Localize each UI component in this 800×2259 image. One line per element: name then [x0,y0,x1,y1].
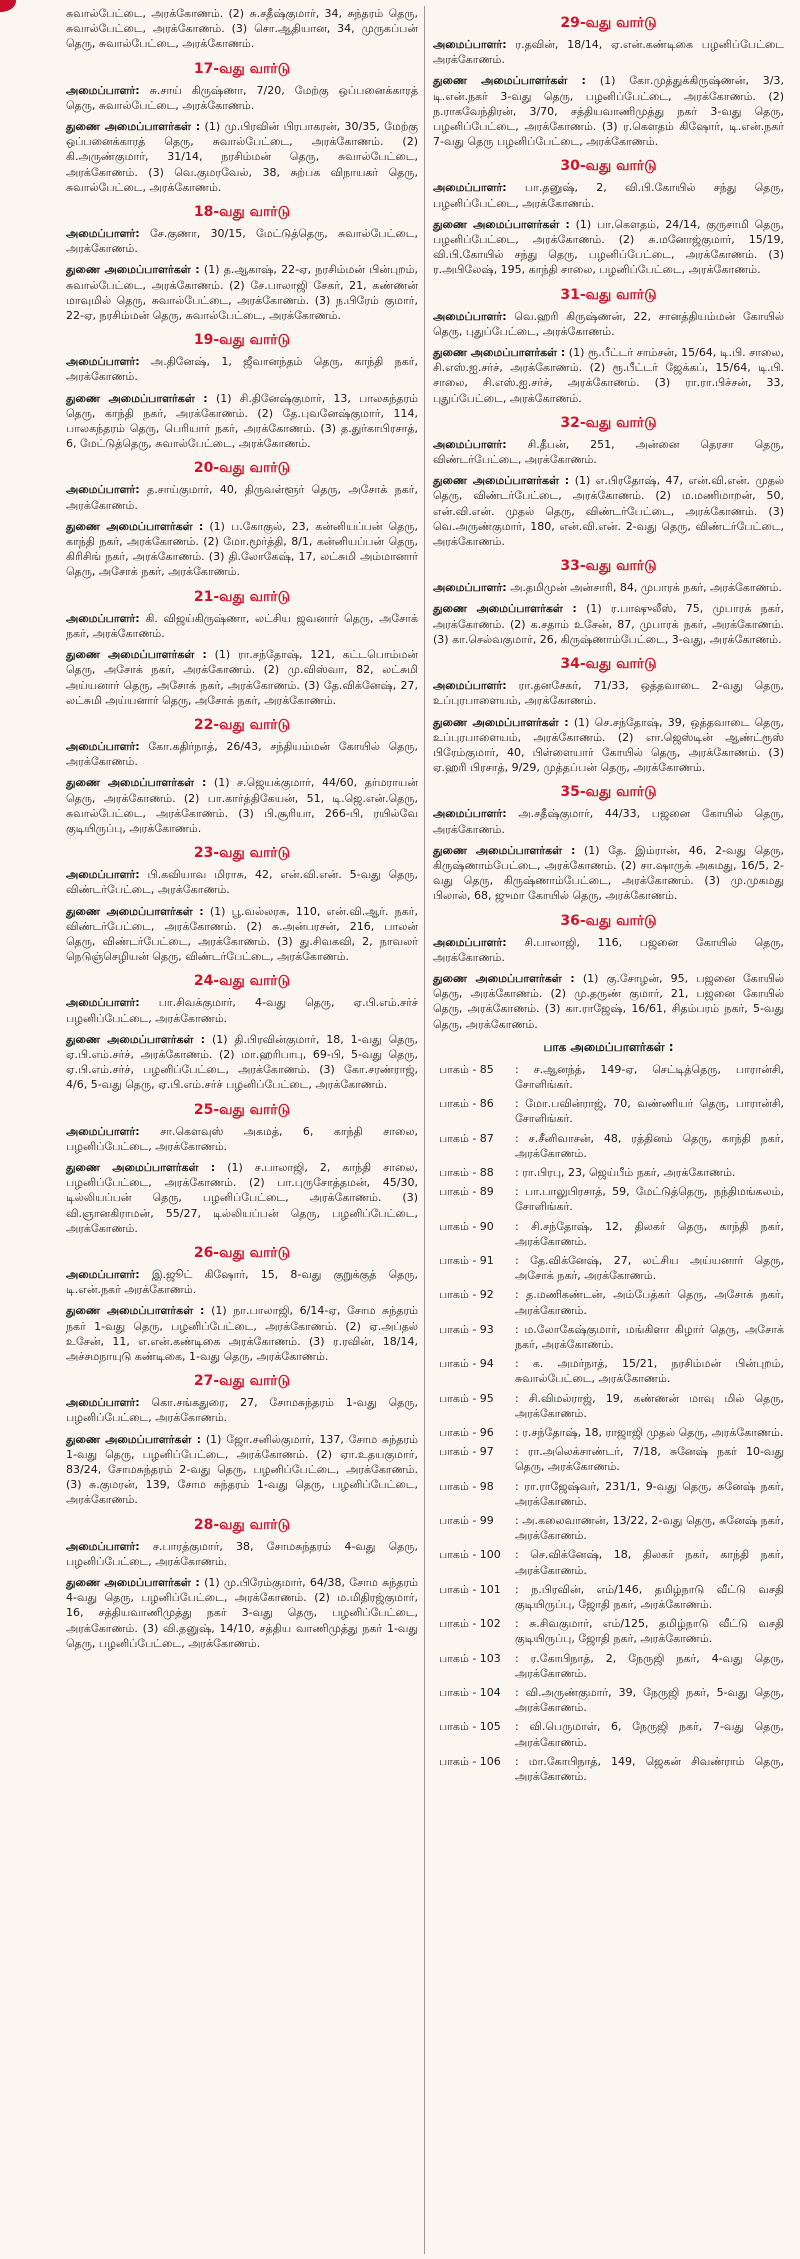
deputies-label: துணை அமைப்பாளர்கள் : [66,391,208,405]
ward-title: 31-வது வார்டு [560,286,657,303]
intro-continuation: சுவால்பேட்டை, அரக்கோணம். (2) சு.சதீஷ்குமார், 34, சுந்தரம் தெரு, சுவால்பேட்டை, அரக்கோணம். (3) சொ.ஆதியான, 34, முருகப்பன் தெரு, சுவால்பேட்டை, அரக்கோணம். [66,7,418,51]
booth-detail: : ரா.பிரபு, 23, ஜெய்பீம் நகர், அரக்கோணம். [515,1165,736,1179]
booth-number: பாகம் - 85 [439,1062,494,1076]
booth-detail: : சு.சிவகுமார், எம்/125, தமிழ்நாடு வீட்டு வசதி குடியிருப்பு, ஜோதி நகர், அரக்கோணம். [515,1617,784,1646]
booth-number: பாகம் - 105 [439,1720,501,1734]
booth-number: பாகம் - 106 [439,1754,501,1768]
organizer-label: அமைப்பாளர்: [66,227,140,241]
booth-row [433,1651,784,1681]
booth-number: பாகம் - 102 [439,1617,501,1631]
booth-list [433,1062,784,1785]
deputies-label: துணை அமைப்பாளர்கள் : [433,843,576,857]
organizer-text: சி.பாலாஜி, 116, பஜனை கோயில் தெரு, அரக்கோணம். [433,935,784,964]
ward-title: 25-வது வார்டு [193,1101,291,1118]
organizer-label: அமைப்பாளர்: [66,483,140,497]
ward-title: 29-வது வார்டு [560,15,657,31]
organizer-entry [66,611,418,641]
ward-section [66,459,418,579]
ward-title: 33-வது வார்டு [560,558,657,575]
deputies-label: துணை அமைப்பாளர்கள் : [433,971,575,985]
deputies-entry [433,601,784,647]
organizer-text: சா.கௌவுஸ் அகமத், 6, காந்தி சாலை, பழனிப்பேட்டை, அரக்கோணம். [66,1124,418,1153]
booth-detail: : ர.சந்தோஷ், 18, ராஜாஜி முதல் தெரு, அரக்கோணம். [515,1426,784,1440]
deputies-entry [66,1303,418,1364]
right-column [425,6,790,2254]
ward-section [433,783,784,903]
organizer-label: அமைப்பாளர்: [66,1124,140,1138]
booth-number: பாகம் - 93 [439,1322,494,1336]
organizer-label: அமைப்பாளர்: [66,1539,140,1553]
deputies-text: (1) த.ஆகாஷ், 22-ஏ, நரசிம்மன் பின்புறம், சுவால்பேட்டை, அரக்கோணம். (2) சே.பாலாஜி சேகர், 21, கண்ணன் மாவுமில் தெரு, சுவால்பேட்டை, அரக்கோணம். (3) ந.பிரேம் குமார், 22-ஏ, நரசிம்மன் தெரு, சுவால்பேட்டை, அரக்கோணம். [66,263,418,323]
deputies-text: (1) ஜோ.சனில்குமார், 137, சோம சுந்தரம் 1-வது தெரு, பழனிப்பேட்டை, அரக்கோணம். (2) ஏா.உதயகுமார், 83/24, சோமசுந்தரம் 2-வது தெரு, பழனிப்பேட்டை, அரக்கோணம். (3) சு.குமரன், 139, சோம சுந்தரம் 1-வது தெரு, பழனிப்பேட்டை, அரக்கோணம். [66,1432,418,1507]
organizer-text: சு.சாய் கிருஷ்ணா, 7/20, மேற்கு ஒப்பனைக்காரத் தெரு, சுவால்பேட்டை, அரக்கோணம். [66,83,418,112]
booth-detail: : செ.விக்னேஷ், 18, திலகர் நகர், காந்தி நகர், அரக்கோணம். [515,1548,784,1577]
booth-detail: : ந.பிரவின், எம்/146, தமிழ்நாடு வீட்டு வசதி குடியிருப்பு, ஜோதி நகர், அரக்கோணம். [515,1582,784,1612]
organizer-text: ரா.தனசேகர், 71/33, ஒத்தவாடை 2-வது தெரு, உப்புரபாளையம், அரக்கோணம். [433,679,784,708]
organizer-entry [433,678,784,708]
deputies-text: (1) ரூ.பீட்டர் சாம்சன், 15/64, டி.பி. சாலை, சி.எஸ்.ஐ.சர்ச், அரக்கோணம். (2) ரூ.பீட்டர் ஜேக்கப், 15/64, டி.பி. சாலை, சி.எஸ்.ஐ.சர்ச், அரக்கோணம். (3) ரா.ரா.பிச்சன், 33, புதுப்பேட்டை, அரக்கோணம். [433,346,784,405]
organizer-entry [66,354,418,384]
booth-row [433,1513,784,1543]
deputies-label: துணை அமைப்பாளர்கள் : [66,263,200,277]
ward-title: 20-வது வார்டு [193,460,291,477]
organizer-label: அமைப்பாளர்: [66,739,140,753]
article-columns [60,6,796,2254]
booth-number: பாகம் - 87 [439,1131,494,1145]
booth-number: பாகம் - 92 [439,1288,494,1302]
booth-detail: : தே.விக்னேஷ், 27, லட்சிய அய்யனார் தெரு, அசோக் நகர், அரக்கோணம். [515,1253,784,1283]
deputies-text: (1) செ.சந்தோஷ், 39, ஒத்தவாடை தெரு, உப்புரபாளையம், அரக்கோணம். (2) எா.ஜெஸ்டின் ஆண்ட்ரூஸ் பிரேம்குமார், 40, பிள்ளையார் கோயில் தெரு, அரக்கோணம். (3) ஏ.ஹரி பிரசாத், 9/29, முத்தப்பன் தெரு, அரக்கோணம். [433,715,785,775]
booth-number: பாகம் - 89 [439,1185,494,1199]
booth-row [433,1616,784,1646]
booth-number: பாகம் - 98 [439,1479,494,1493]
deputies-entry [433,217,784,278]
booth-row [433,1547,784,1577]
organizer-text: சி.தீபன், 251, அன்னை தெரசா தெரு, விண்டர்பேட்டை, அரக்கோணம். [433,437,784,467]
organizer-entry [433,580,784,595]
masthead-mark [0,0,16,12]
organizer-entry [66,1395,418,1425]
organizer-entry [66,482,418,512]
booth-number: பாகம் - 88 [439,1165,494,1179]
booth-detail: : அ.கலைவாணன், 13/22, 2-வது தெரு, சுனேஷ் நகர், அரக்கோணம். [515,1514,784,1543]
ward-section [66,716,418,836]
booth-row [433,1322,784,1352]
booth-number: பாகம் - 90 [439,1219,494,1233]
organizer-label: அமைப்பாளர்: [433,181,507,195]
deputies-text: (1) தே. இம்ரான், 46, 2-வது தெரு, கிருஷ்ணாம்பேட்டை, அரக்கோணம். (2) சா.ஷாருக் அகமது, 16/5, 2-வது தெரு, கிருஷ்ணாம்பேட்டை, அரக்கோணம். (3) மு.முகமது பிலால், 68, ஜுமா கோயில் தெரு, அரக்கோணம். [433,843,784,903]
organizer-entry [433,37,784,67]
ward-title: 26-வது வார்டு [193,1244,291,1261]
booth-row [433,1356,784,1386]
deputies-label: துணை அமைப்பாளர்கள் : [66,648,207,662]
ward-section [433,157,784,277]
booth-detail: : த.மணிகண்டன், அம்பேத்கர் தெரு, அசோக் நகர், அரக்கோணம். [515,1288,784,1317]
deputies-text: (1) மு.பிரேம்குமார், 64/38, சோம சுந்தரம் 4-வது தெரு, பழனிப்பேட்டை, அரக்கோணம். (2) ம.மிதிரஜ்குமார், 16, சத்தியவாணிமுத்து நகர் 3-வது தெரு, பழனிப்பேட்டை, அரக்கோணம். (3) வி.தனுஷ், 14/10, சத்திய வாணிமுத்து நகர் 1-வது தெரு, பழனிப்பேட்டை, அரக்கோணம். [66,1576,419,1650]
organizer-label: அமைப்பாளர்: [66,996,140,1010]
deputies-text: (1) சி.தினேஷ்குமார், 13, பாலகந்தரம் தெரு, காந்தி நகர், அரக்கோணம். (2) தே.புவனேஷ்குமார், 114, பாலகந்தரம் தெரு, பெரியார் நகர், அரக்கோணம். (3) த.துர்காபிரசாத், 6, மேட்டுத்தெரு, சுவால்பேட்டை, அரக்கோணம். [66,391,419,451]
organizer-entry [66,226,418,256]
ward-title: 21-வது வார்டு [193,588,291,605]
booth-number: பாகம் - 97 [439,1445,494,1459]
booth-number: பாகம் - 86 [439,1097,494,1111]
deputies-entry [66,1432,418,1508]
deputies-label: துணை அமைப்பாளர்கள் : [66,904,204,918]
booth-number: பாகம் - 103 [439,1651,501,1665]
deputies-text: (1) மு.பிரவின் பிரபாகரன், 30/35, மேற்கு ஒப்பனைக்காரத் தெரு, சுவால்பேட்டை, அரக்கோணம். (2) கி.அருண்குமார், 31/14, நரசிம்மன் தெரு, சுவால்பேட்டை, அரக்கோணம். (3) வெ.குமரவேல், 38, சுற்பக விநாயகர் தெரு, சுவால்பேட்டை, அரக்கோணம். [66,120,419,194]
deputies-label: துணை அமைப்பாளர்கள் : [66,519,204,533]
booth-number: பாகம் - 100 [439,1548,501,1562]
organizer-label: அமைப்பாளர்: [66,868,140,882]
organizer-text: பா.தனுஷ், 2, வி.பி.கோயில் சந்து தெரு, பழனிப்பேட்டை, அரக்கோணம். [433,181,784,210]
deputies-text: (1) கோ.முத்துக்கிருஷ்ணன், 3/3, டி.என்.நகர் 3-வது தெரு, பழனிப்பேட்டை, அரக்கோணம். (2) ந.ராகவேந்திரன், 3/70, சத்தியவாணிமுத்து நகர் 3-வது தெரு, பழனிப்பேட்டை, அரக்கோணம். (3) ர.கௌதம் கிஷோர், டி.என்.நகர் 7-வது தெரு பழனிப்பேட்டை, அரக்கோணம். [433,74,785,149]
booth-detail: : பா.பாலுபிரசாத், 59, மேட்டுத்தெரு, நந்திமங்கலம், சோளிங்கர். [515,1185,784,1214]
organizer-entry [66,739,418,769]
deputies-label: துணை அமைப்பாளர்கள் : [66,1576,200,1590]
ward-section [66,1244,418,1364]
booth-row [433,1582,784,1612]
booth-row [433,1287,784,1317]
ward-title: 19-வது வார்டு [193,332,291,349]
booth-row [433,1096,784,1126]
organizer-label: அமைப்பாளர்: [433,679,507,693]
booth-number: பாகம் - 104 [439,1686,501,1700]
organizer-entry [433,180,784,210]
organizer-entry [66,995,418,1025]
booth-number: பாகம் - 95 [439,1391,494,1405]
booth-detail: : மோ.பவின்ராஜ், 70, வண்ணியர் தெரு, பாரான்சி, சோளிங்கர். [515,1097,784,1126]
organizer-entry [66,1267,418,1297]
booth-row [433,1165,784,1180]
organizer-label: அமைப்பாளர்: [433,437,507,451]
deputies-entry [66,519,418,580]
booth-detail: : வி.பெருமாள், 6, நேருஜி நகர், 7-வது தெரு, அரக்கோணம். [515,1720,784,1749]
organizer-label: அமைப்பாளர்: [433,581,507,595]
deputies-label: துணை அமைப்பாளர்கள் : [66,776,207,790]
ward-section [66,1516,418,1651]
organizer-entry [433,437,784,467]
deputies-entry [66,775,418,836]
booth-detail: : ச.ஆனந்த், 149-ஏ, செட்டித்தெரு, பாரான்சி, சோளிங்கர். [515,1062,784,1091]
ward-section [433,655,784,775]
deputies-entry [433,843,784,904]
deputies-entry [433,73,784,149]
deputies-label: துணை அமைப்பாளர்கள் : [433,602,577,616]
organizer-text: சே.குணா, 30/15, மேட்டுத்தெரு, சுவால்பேட்டை, அரக்கோணம். [66,227,419,256]
deputies-text: (1) ப.கோகுல், 23, கன்னியப்பன் தெரு, காந்தி நகர், அரக்கோணம். (2) மோ.மூர்த்தி, 8/1, கன்னியப்பன் தெரு, கிரிசிங் நகர், அரக்கோணம். (3) தி.லோகேஷ், 17, லட்சுமி அம்மானார் தெரு, அசோக் நகர், அரக்கோணம். [66,519,418,579]
booth-detail: : ம.லோகேஷ்குமார், மங்கிளா கிழார் தெரு, அசோக் நகர், அரக்கோணம். [515,1322,784,1351]
organizer-entry [433,309,784,339]
deputies-label: துணை அமைப்பாளர்கள் : [433,346,566,360]
organizer-text: அ.தமிமுன் அன்சாரி, 84, முபாரக் நகர், அரக்கோணம். [510,581,782,595]
ward-section [433,286,784,406]
ward-section [66,203,418,323]
ward-section [66,1101,418,1236]
booth-row [433,1391,784,1421]
left-column [60,6,425,2254]
ward-section [433,414,784,549]
deputies-label: துணை அமைப்பாளர்கள் : [66,1160,216,1174]
deputies-text: (1) எ.பிரதோஷ், 47, என்.வி.என். முதல் தெரு, விண்டர்பேட்டை, அரக்கோணம். (2) ம.மணிமாறன், 50, என்.வி.என். முதல் தெரு, விண்டர்பேட்டை, அரக்கோணம். (3) வெ.அருண்குமார், 180, என்.வி.என். 2-வது தெரு, விண்டர்பேட்டை, அரக்கோணம். [433,474,784,549]
deputies-entry [433,971,784,1032]
organizer-text: இ.ஜூட் கிஷோர், 15, 8-வது குறுக்குத் தெரு, டி.என்.நகர் அரக்கோணம். [66,1267,418,1297]
booth-detail: : சி.விமல்ராஜ், 19, கண்ணன் மாவு மில் தெரு, அரக்கோணம். [515,1391,784,1420]
booth-row [433,1184,784,1214]
booth-row [433,1479,784,1509]
booth-detail: : ச.சீனிவாசன், 48, ரத்தினம் தெரு, காந்தி நகர், அரக்கோணம். [515,1131,784,1160]
organizer-label: அமைப்பாளர்: [66,1267,140,1281]
deputies-text: (1) தி.பிரவின்குமார், 18, 1-வது தெரு, ஏ.பி.எம்.சர்ச், அரக்கோணம். (2) மா.ஹரிபாபு, 69-பி, 5-வது தெரு, ஏ.பி.எம்.சர்ச், பழனிப்பேட்டை, அரக்கோணம். (3) கோ.சரண்ராஜ், 4/6, 5-வது தெரு, ஏ.பி.எம்.சர்ச் பழனிப்பேட்டை, அரக்கோணம். [66,1032,419,1092]
deputies-label: துணை அமைப்பாளர்கள் : [66,1432,201,1446]
organizer-entry [433,806,784,836]
booth-row [433,1062,784,1092]
ward-title: 30-வது வார்டு [560,158,657,175]
organizer-label: அமைப்பாளர்: [66,83,140,97]
ward-section [433,14,784,149]
organizer-text: கொ.சங்கதுரை, 27, சோமசுந்தரம் 1-வது தெரு, பழனிப்பேட்டை, அரக்கோணம். [66,1396,418,1425]
organizer-text: த.சாய்குமார், 40, திருவள்ளூர் தெரு, அசோக் நகர், அரக்கோணம். [66,483,418,512]
deputies-label: துணை அமைப்பாளர்கள் : [433,217,570,231]
ward-section [433,912,784,1032]
deputies-entry [66,647,418,708]
deputies-entry [66,262,418,323]
ward-title: 24-வது வார்டு [193,973,291,990]
deputies-text: (1) பூ.வல்லரசு, 110, என்.வி.ஆர். நகர், விண்டர்பேட்டை, அரக்கோணம். (2) சு.அன்பரசன், 216, பாலன் தெரு, விண்டர்பேட்டை, அரக்கோணம். (3) து.சிவகவி, 2, நாவலர் நெடுஞ்செழியன் தெரு, விண்டர்பேட்டை, அரக்கோணம். [66,904,418,964]
ward-section [66,1372,418,1507]
organizer-text: வெ.ஹரி கிருஷ்ணன், 22, சானத்தியம்மன் கோயில் தெரு, புதுப்பேட்டை, அரக்கோணம். [433,309,784,338]
ward-title: 35-வது வார்டு [560,784,657,801]
booth-row [433,1425,784,1440]
ward-section [433,557,784,647]
organizer-text: கோ.கதிர்நாத், 26/43, சந்தியம்மன் கோயில் தெரு, அரக்கோணம். [66,739,418,769]
organizer-text: ச.பாரத்குமார், 38, சோமசுந்தரம் 4-வது தெரு, பழனிப்பேட்டை, அரக்கோணம். [66,1539,418,1568]
deputies-entry [433,473,784,549]
deputies-entry [433,715,784,776]
ward-section [66,588,418,708]
ward-title: 22-வது வார்டு [193,716,291,733]
deputies-text: (1) ச.ஜெயக்குமார், 44/60, தர்மராயன் தெரு, அரக்கோணம். (2) பா.கார்த்திகேயன், 51, டி.ஜெ.என்.தெரு, சுவால்பேட்டை, அரக்கோணம். (3) பி.சூரியா, 266-பி, ரயில்வே குடியிருப்பு, அரக்கோணம். [66,776,418,835]
booth-detail: : சி.சந்தோஷ், 12, திலகர் தெரு, காந்தி நகர், அரக்கோணம். [515,1219,784,1248]
organizer-label: அமைப்பாளர்: [66,1396,140,1410]
deputies-entry [433,345,784,406]
deputies-entry [66,391,418,452]
deputies-entry [66,119,418,195]
booth-row [433,1444,784,1474]
booth-number: பாகம் - 91 [439,1253,494,1267]
ward-title: 17-வது வார்டு [193,60,291,77]
booth-detail: : க. அமர்நாத், 15/21, நரசிம்மன் பின்புறம், சுவால்பேட்டை, அரக்கோணம். [515,1357,784,1386]
deputies-text: (1) பா.கௌதம், 24/14, குருசாமி தெரு, பழனிப்பேட்டை, அரக்கோணம். (2) சு.மனோஜ்குமார், 15/19, வி.பி.கோயில் சந்து தெரு, பழனிப்பேட்டை, அரக்கோணம். (3) ர.அபிலேஷ், 195, காந்தி சாலை, பழனிப்பேட்டை, அரக்கோணம். [433,217,784,277]
booth-detail: : ர.கோபிநாத், 2, நேருஜி நகர், 4-வது தெரு, அரக்கோணம். [515,1651,784,1680]
booth-number: பாகம் - 94 [439,1357,494,1371]
deputies-text: (1) நா.பாலாஜி, 6/14-ஏ, சோம சுந்தரம் நகர் 1-வது தெரு, பழனிப்பேட்டை, அரக்கோணம். (2) ஏ.அப்தல் உசேன், 11, எ.என்.கண்டிகை அரக்கோணம். (3) ர.ரவின், 18/14, அச்சமநாயுடு கண்டிகை, 1-வது தெரு, அரக்கோணம். [66,1304,418,1363]
booth-row [433,1253,784,1283]
ward-section [66,844,418,964]
booth-row [433,1754,784,1784]
deputies-text: (1) ர.பாஷுலீஸ், 75, முபாரக் நகர், அரக்கோணம். (2) க.சதாம் உசேன், 87, முபாரக் நகர், அரக்கோணம். (3) கா.செல்வகுமார், 26, கிருஷ்ணாம்பேட்டை, 3-வது, அரக்கோணம். [433,602,785,646]
booth-detail: : வி.அருண்குமார், 39, நேருஜி நகர், 5-வது தெரு, அரக்கோணம். [515,1686,784,1715]
booth-heading: பாக அமைப்பாளர்கள் : [543,1039,674,1054]
organizer-label: அமைப்பாளர்: [433,935,507,949]
organizer-entry [66,1539,418,1569]
deputies-label: துணை அமைப்பாளர்கள் : [66,120,201,134]
deputies-text: (1) கு.சோழன், 95, பஜனை கோயில் தெரு, அரக்கோணம். (2) மு.தருண் குமார், 21, பஜனை கோயில் தெரு, அரக்கோணம். (3) கா.ராஜேஷ், 16/61, சிதம்பரம் நகர், 5-வது தெரு, அரக்கோணம். [433,971,785,1031]
booth-detail: : ரா.ராஜேஷ்வர், 231/1, 9-வது தெரு, சுனேஷ் நகர், அரக்கோணம். [515,1479,784,1508]
ward-title: 28-வது வார்டு [193,1516,291,1533]
ward-section [66,60,418,195]
organizer-label: அமைப்பாளர்: [66,355,140,369]
organizer-entry [66,83,418,113]
ward-title: 27-வது வார்டு [193,1373,291,1390]
booth-number: பாகம் - 96 [439,1426,494,1440]
deputies-entry [66,904,418,965]
organizer-label: அமைப்பாளர்: [433,807,507,821]
ward-title: 32-வது வார்டு [560,414,657,431]
ward-title: 23-வது வார்டு [193,845,291,862]
organizer-text: ர.தவின், 18/14, ஏ.என்.கண்டிகை பழனிப்பேட்டை அரக்கோணம். [433,38,785,67]
ward-section [66,331,418,451]
organizer-entry [66,1124,418,1154]
ward-section [66,972,418,1092]
booth-detail: : ரா.அலெக்சாண்டர், 7/18, சுனேஷ் நகர் 10-வது தெரு, அரக்கோணம். [515,1445,784,1474]
ward-title: 34-வது வார்டு [560,656,657,673]
organizer-label: அமைப்பாளர்: [433,309,507,323]
ward-title: 18-வது வார்டு [193,204,291,221]
deputies-label: துணை அமைப்பாளர்கள் : [66,1032,206,1046]
organizer-text: பா.சிவக்குமார், 4-வது தெரு, ஏ.பி.எம்.சர்ச் பழனிப்பேட்டை, அரக்கோணம். [66,996,418,1025]
organizer-text: அ.தினேஷ், 1, ஜீவானந்தம் தெரு, காந்தி நகர், அரக்கோணம். [66,355,418,384]
booth-number: பாகம் - 101 [439,1582,501,1596]
deputies-entry [66,1575,418,1651]
booth-detail: : மா.கோபிநாத், 149, ஜெகன் சிவண்ராம் தெரு, அரக்கோணம். [515,1754,784,1784]
booth-number: பாகம் - 99 [439,1514,494,1528]
left-ward-list [66,60,418,1651]
deputies-entry [66,1032,418,1093]
deputies-label: துணை அமைப்பாளர்கள் : [66,1304,205,1318]
organizer-label: அமைப்பாளர்: [66,611,140,625]
deputies-label: துணை அமைப்பாளர்கள் : [433,74,586,88]
organizer-label: அமைப்பாளர்: [433,38,507,51]
booth-row [433,1219,784,1249]
deputies-text: (1) ரா.சந்தோஷ், 121, கட்டபொம்மன் தெரு, அசோக் நகர், அரக்கோணம். (2) மு.விஸ்வா, 82, லட்சுமி அய்யனார் தெரு, அசோக் நகர், அரக்கோணம். (3) தே.விக்னேஷ், 27, லட்சுமி அய்யனார் தெரு, அசோக் நகர், அரக்கோணம். [66,648,419,707]
booth-row [433,1131,784,1161]
organizer-entry [433,935,784,965]
organizer-entry [66,867,418,897]
deputies-entry [66,1160,418,1236]
ward-title: 36-வது வார்டு [560,912,657,929]
booth-row [433,1685,784,1715]
organizer-text: பி.கவியாவ மிராசு, 42, என்.வி.என். 5-வது தெரு, விண்டர்பேட்டை, அரக்கோணம். [66,868,418,897]
deputies-label: துணை அமைப்பாளர்கள் : [433,715,569,729]
deputies-label: துணை அமைப்பாளர்கள் : [433,474,570,488]
deputies-text: (1) ச.பாலாஜி, 2, காந்தி சாலை, பழனிப்பேட்டை, அரக்கோணம். (2) பா.புருசோத்தமன், 45/30, டில்லியப்பன் தெரு, பழனிப்பேட்டை, அரக்கோணம். (3) வி.ஞானகிராமன், 55/27, டில்லியப்பன் தெரு, பழனிப்பேட்டை, அரக்கோணம். [66,1160,418,1235]
right-ward-list [433,14,784,1032]
booth-row [433,1719,784,1749]
organizer-text: கி. விஜய்கிருஷ்ணா, லட்சிய ஜவனார் தெரு, அசோக் நகர், அரக்கோணம். [66,611,418,640]
organizer-text: அ.சதீஷ்குமார், 44/33, பஜனை கோயில் தெரு, அரக்கோணம். [433,807,785,836]
